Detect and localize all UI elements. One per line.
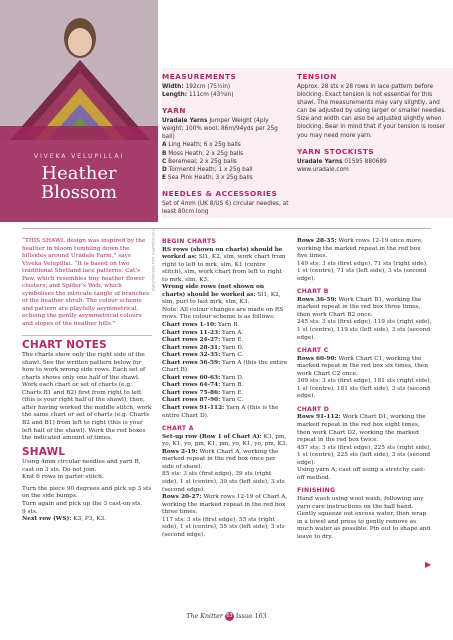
setup-text: K3, pm, yo, K1, yo, pm, K1, pm, yo, K1, yo, pm, K3. bbox=[162, 433, 288, 448]
colour-row-label: Chart rows 64-74: bbox=[162, 382, 221, 389]
shawl-text-2: Knit 6 rows in garter stitch. bbox=[22, 474, 104, 481]
rows-label: Rows 91-112: bbox=[297, 414, 341, 421]
length-label: Length: bbox=[162, 92, 188, 99]
setup-label: Set-up row (Row 1 of Chart A): bbox=[162, 433, 262, 440]
rows-28-35-count: 149 sts: 3 sts (first edge), 71 sts (right side), 1 st (centre), 71 sts (left side), 3 sts (second edge). bbox=[297, 260, 428, 282]
yarn-colour-e bbox=[162, 174, 289, 182]
yarn-brand: Uradale Yarns bbox=[162, 118, 208, 125]
rows-label: Rows 20-27: bbox=[162, 494, 202, 501]
yarn-colour-a bbox=[162, 141, 289, 149]
page-number-badge: 63 bbox=[226, 613, 233, 619]
chart-notes-text: The charts show only the right side of the shawl. See the written pattern below for how to work wrong side rows. Each set of charts shows only one half of the shawl. Work each chart or set of charts (e.g. Charts B1 and B2) first from right to left (this is your right half of the shawl), then, after having worked the middle stitch, work the same chart or set of charts (e.g. Charts B2 and B1) from left to right (this is your left half of the shawl). Work the red boxes the indicated amount of times. bbox=[22, 352, 152, 442]
body-column-3 bbox=[297, 238, 432, 545]
colour-row-label: Chart rows 36-59: bbox=[162, 359, 221, 366]
colour-note: Note: All colour changes are made on RS rows. The colour scheme is as follows: bbox=[162, 306, 284, 321]
length-value: 111cm (43¾in) bbox=[187, 92, 234, 99]
rows-text: Work Chart B1, working the marked repeat in the red box three times, then work Chart B2 once. bbox=[297, 296, 422, 318]
spec-column-right bbox=[297, 72, 447, 174]
chart-notes-heading: CHART NOTES bbox=[22, 338, 107, 351]
issue-label: Issue 163 bbox=[235, 613, 267, 620]
rows-2-19 bbox=[162, 449, 288, 472]
stockist-name: Uradale Yarns bbox=[297, 158, 343, 165]
stockists-heading: YARN STOCKISTS bbox=[297, 146, 375, 156]
rows-label: Rows 28-35: bbox=[297, 238, 337, 244]
colour-row-text: Yarn E. bbox=[220, 389, 244, 396]
rows-text: Work Chart C1, working the marked repeat in the red box six times, then work Chart C2 once. bbox=[297, 355, 428, 377]
next-row-text: K3, P3, K3. bbox=[71, 516, 107, 523]
colour-row bbox=[162, 352, 288, 360]
tension-text: Approx. 28 sts x 28 rows in lace pattern before blocking. Exact tension is not essential for this shawl. The measurements may vary slightly, and can be adjusted by using larger or smaller needles. Size and width can also be adjusted slightly when blocking. Bear in mind that if your tension is looser you may need more yarn. bbox=[297, 84, 447, 139]
colour-row bbox=[162, 330, 288, 338]
chart-a-setup bbox=[162, 434, 288, 449]
yarn-colour-d bbox=[162, 166, 289, 174]
continue-arrow-icon: ▶ bbox=[425, 560, 432, 569]
colour-row-label: Chart rows 28-31: bbox=[162, 344, 221, 351]
begin-charts-ws bbox=[162, 284, 288, 307]
rows-text: Work Chart D1, working the marked repeat in the red box eight times, then work Chart D2, working the marked repeat in the red box twice. bbox=[297, 414, 426, 444]
chart-d-count: 457 sts: 3 sts (first edge), 225 sts (right side), 1 st (centre), 225 sts (left side), 3 sts (second edge). bbox=[297, 444, 432, 466]
colour-letter: D bbox=[162, 166, 167, 173]
rows-20-27-count: 117 sts: 3 sts (first edge), 55 sts (right side), 1 st (centre), 55 sts (left side), 3 sts (second edge). bbox=[162, 516, 285, 538]
finishing-text: Hand wash using wool wash, following any yarn care instructions on the ball band. Gently squeeze out excess water, then wrap in a towel and press to gently remove as much water as possible. Pin out to shape and leave to dry. bbox=[297, 495, 431, 540]
colour-row bbox=[162, 360, 288, 375]
colour-text: Moss Heath; 2 x 25g balls bbox=[166, 150, 244, 157]
column-rule bbox=[22, 335, 152, 336]
rows-text: Work Chart A, working the marked repeat in the red box once per side of shawl. bbox=[162, 448, 279, 470]
colour-text: Ling Heath; 6 x 25g balls bbox=[166, 142, 241, 149]
colour-row-text: Yarn A. bbox=[220, 329, 244, 336]
chart-c-count: 369 sts: 3 sts (first edge), 181 sts (right side), 1 st (centre), 181 sts (left side), 3 sts (second edge). bbox=[297, 378, 432, 400]
colour-row bbox=[162, 390, 288, 398]
chart-b-heading: CHART B bbox=[297, 288, 329, 296]
colour-row-text: Yarn D. bbox=[220, 344, 244, 351]
stockist-line bbox=[297, 158, 447, 166]
chart-c-heading: CHART C bbox=[297, 347, 329, 355]
colour-row bbox=[162, 345, 288, 353]
rows-28-35 bbox=[297, 238, 432, 261]
rows-2-19-count: 85 sts: 3 sts (first edge), 39 sts (right side), 1 st (centre), 39 sts (left side), 3 sts (second edge). bbox=[162, 471, 285, 493]
begin-charts-heading: BEGIN CHARTS bbox=[162, 238, 217, 245]
measurements-length bbox=[162, 91, 289, 99]
colour-row-label: Chart rows 24-27: bbox=[162, 337, 221, 344]
ws-label: Wrong side rows (not shown on charts) should be worked as: bbox=[162, 284, 265, 298]
colour-row-text: Yarn A (this is the entire Chart D). bbox=[162, 405, 279, 419]
colour-row-text: Yarn D. bbox=[220, 374, 244, 381]
shawl-cast-on: Using 4mm circular needles and yarn B, cast on 3 sts. Do not join. bbox=[22, 459, 141, 473]
colour-row-label: Chart rows 11-23: bbox=[162, 329, 221, 336]
colour-row-text: Yarn B. bbox=[220, 382, 244, 389]
spec-column-left bbox=[162, 72, 289, 216]
shawl-heading: SHAWL bbox=[22, 445, 66, 458]
colour-row bbox=[162, 405, 288, 420]
tension-heading: TENSION bbox=[297, 72, 337, 81]
cast-off: Using yarn A, cast off using a stretchy cast-off method. bbox=[297, 467, 426, 481]
needles-heading: NEEDLES & ACCESSORIES bbox=[162, 188, 278, 198]
rows-label: Rows 36-59: bbox=[297, 296, 337, 303]
page-footer bbox=[0, 612, 453, 621]
shawl-text-5: 9 sts. bbox=[22, 508, 38, 515]
width-value: 192cm (75½in) bbox=[183, 84, 231, 90]
colour-row bbox=[162, 382, 288, 390]
chart-b-rows bbox=[297, 297, 432, 320]
colour-row-label: Chart rows 75-86: bbox=[162, 389, 221, 396]
colour-letter: C bbox=[162, 158, 167, 165]
stockist-web[interactable]: www.uradale.com bbox=[297, 166, 349, 173]
colour-row-label: Chart rows 91-112: bbox=[162, 405, 225, 412]
colour-row-text: Yarn A (this the entire Chart B). bbox=[162, 359, 288, 374]
colour-row bbox=[162, 322, 288, 330]
finishing-heading: FINISHING bbox=[297, 487, 336, 495]
chart-d-heading: CHART D bbox=[297, 405, 330, 413]
colour-row-label: Chart rows 1-10: bbox=[162, 322, 217, 329]
photo-credit: PHOTOGRAPHY: DAN SHACKELFORD bbox=[151, 228, 155, 292]
colour-row-label: Chart rows 32-35: bbox=[162, 352, 221, 359]
colour-text: Tormentil Heath; 1 x 25g ball bbox=[166, 166, 253, 173]
next-row-label: Next row (WS): bbox=[22, 516, 72, 523]
colour-row-text: Yarn C. bbox=[220, 397, 244, 404]
yarn-heading: YARN bbox=[162, 106, 186, 116]
rows-label: Rows 2-19: bbox=[162, 448, 198, 455]
title-line-1: Heather bbox=[41, 163, 117, 184]
colour-letter: A bbox=[162, 142, 167, 149]
title-line-2: Blossom bbox=[40, 182, 118, 203]
colour-row bbox=[162, 337, 288, 345]
measurements-width bbox=[162, 83, 289, 91]
rows-text: Work rows 12-19 once more, working the marked repeat in the red box five times. bbox=[297, 238, 424, 260]
shawl-text-4: Turn again and pick up the 3 cast-on sts. bbox=[22, 500, 143, 507]
colour-text: Sea Pink Heath; 3 x 25g balls bbox=[165, 174, 253, 181]
yarn-colour-b bbox=[162, 150, 289, 158]
magazine-name: The Knitter bbox=[186, 613, 223, 620]
next-row bbox=[22, 516, 152, 524]
colour-text: Beremeal; 2 x 25g balls bbox=[166, 158, 237, 165]
begin-charts-rs bbox=[162, 247, 288, 285]
colour-row-text: Yarn B. bbox=[216, 322, 240, 329]
colour-row-label: Chart rows 87-90: bbox=[162, 397, 221, 404]
colour-row bbox=[162, 375, 288, 383]
width-label: Width: bbox=[162, 84, 184, 90]
section-divider bbox=[22, 228, 431, 229]
colour-letter: E bbox=[162, 174, 166, 181]
yarn-description bbox=[162, 117, 289, 141]
needles-text: Set of 4mm (UK 8/US 6) circular needles, at least 80cm long bbox=[162, 200, 289, 216]
page-title bbox=[0, 164, 158, 202]
colour-row-text: Yarn E. bbox=[220, 337, 244, 344]
body-column-1 bbox=[22, 238, 152, 528]
measurements-heading: MEASUREMENTS bbox=[162, 72, 237, 81]
colour-schedule bbox=[162, 322, 288, 420]
colour-row-text: Yarn C. bbox=[220, 352, 244, 359]
yarn-colour-c bbox=[162, 158, 289, 166]
rows-label: Rows 60-90: bbox=[297, 355, 337, 362]
yarn-desc: Jumper Weight (4ply weight; 100% wool; 86m/94yds per 25g ball) bbox=[162, 118, 278, 141]
designer-name: VIVEKA VELUPILLAI bbox=[33, 153, 125, 160]
stockist-phone: 01595 880689 bbox=[342, 158, 387, 165]
rs-label: RS rows (shown on charts) should be worked as: bbox=[162, 246, 283, 261]
intro-paragraph: “THIS SHAWL design was inspired by the heather in bloom tumbling down the hillsides around Uradale Farm,” says Viveka Velupillai. “It is based on two traditional Shetland lace patterns: Cat’s Paw, which resembles tiny heather flower clusters; and Spider’s Web, which symbolises the intricate tangle of branches of the heather shrub. The colour scheme and pattern are playfully asymmetrical, echoing the gently asymmetrical colours and slopes of the heather hills.” bbox=[22, 238, 149, 328]
chart-d-rows bbox=[297, 414, 432, 444]
rows-text: Work rows 12-19 of Chart A, working the marked repeat in the red box three times. bbox=[162, 494, 288, 516]
body-column-2 bbox=[162, 238, 288, 543]
chart-a-heading: CHART A bbox=[162, 425, 194, 433]
colour-letter: B bbox=[162, 150, 167, 157]
ws-text: Sl1, K2, slm, purl to last mrk, slm, K3. bbox=[162, 291, 281, 306]
colour-row bbox=[162, 397, 288, 405]
chart-b-count: 245 sts: 3 sts (first edge), 119 sts (right side), 1 st (centre), 119 sts (left side), 3 sts (second edge). bbox=[297, 319, 432, 341]
colour-row-label: Chart rows 60-63: bbox=[162, 374, 221, 381]
shawl-text-3: Turn the piece 90 degrees and pick up 3 sts on the side bumps. bbox=[22, 485, 152, 500]
rows-20-27 bbox=[162, 494, 288, 517]
rs-text: Sl1, K2, slm, work chart from right to left to mrk, slm, K1 (centre stitch), slm, work chart from left to right to mrk, slm, K3. bbox=[162, 254, 286, 283]
chart-c-rows bbox=[297, 356, 432, 379]
shawl-text-1 bbox=[22, 459, 152, 474]
